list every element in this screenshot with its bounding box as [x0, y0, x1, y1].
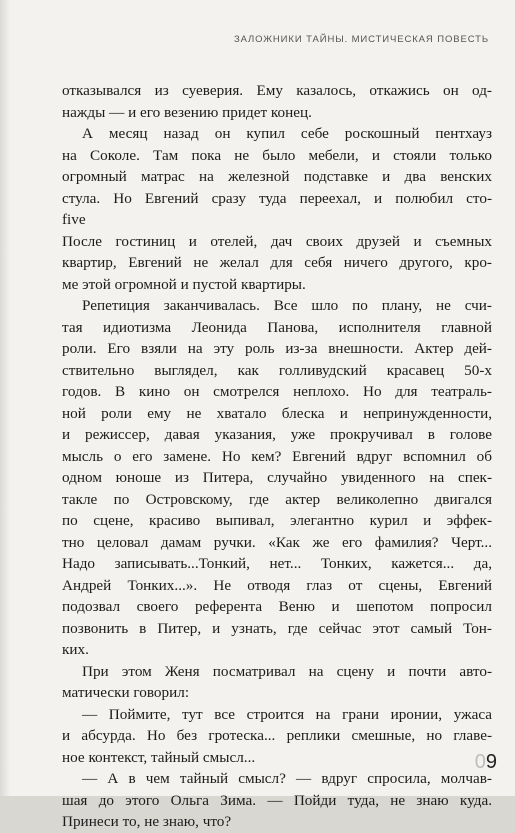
text-line: Репетиция заканчивалась. Все шло по плану, не счи-: [82, 297, 492, 314]
text-line: годов. В кино он смотрелся неплохо. Но для театраль-: [62, 383, 492, 400]
text-line: — Поймите, тут все строится на грани иронии, ужаса: [82, 705, 492, 723]
page-number-value: 9: [485, 751, 497, 773]
text-line: огромный матрас на железной подставке и два венских: [62, 168, 492, 185]
text-line: отказывался из суеверия. Ему казалось, откажись он од-: [62, 82, 492, 99]
text-line: ное контекст, тайный смысл...: [62, 748, 256, 766]
text-line: нажды — и его везению придет конец.: [62, 103, 312, 121]
text-line: тая идиотизма Леонида Панова, исполнителя главной: [62, 318, 492, 336]
text-line: Принеси то, не знаю, что?: [62, 813, 232, 830]
text-line: ной роли ему не хватало блеска и непринужденности,: [62, 404, 492, 422]
text-line: подозвал своего референта Веню и шепотом попросил: [62, 598, 492, 615]
page-gutter-shadow: [0, 0, 10, 796]
text-line: five: [62, 211, 86, 228]
text-line: квартир, Евгений не желал для себя ничего другого, кро-: [62, 254, 492, 271]
text-line: При этом Женя посматривал на сцену и почти авто-: [82, 662, 492, 680]
text-line: на Соколе. Там пока не было мебели, и стояли только: [62, 146, 492, 164]
text-line: тно целовал дамам ручки. «Как же его фамилия? Черт...: [62, 533, 492, 551]
text-line: После гостиниц и отелей, дач своих друзей и съемных: [62, 232, 492, 250]
text-line: и абсурда. Но без гротеска... реплики смешные, но главе-: [62, 727, 492, 744]
page-number-prefix: 0: [474, 751, 486, 773]
text-line: матически говорил:: [62, 684, 190, 701]
text-line: ме этой огромной и пустой квартиры.: [62, 275, 306, 293]
text-line: ствительно выглядел, как голливудский красавец 50-х: [62, 361, 492, 379]
running-head: ЗАЛОЖНИКИ ТАЙНЫ. МИСТИЧЕСКАЯ ПОВЕСТЬ: [233, 34, 489, 45]
page-number: [475, 751, 497, 774]
body-text: [62, 80, 492, 833]
text-line: шая до этого Ольга Зима. — Пойди туда, не знаю куда.: [62, 791, 492, 809]
text-line: такле по Островскому, где актер великолепно двигался: [62, 490, 492, 508]
text-line: роли. Его взяли на эту роль из-за внешности. Актер дей-: [62, 340, 492, 357]
text-line: по сцене, красиво выпивал, элегантно курил и эффек-: [62, 512, 492, 529]
text-line: — А в чем тайный смысл? — вдруг спросила, молчав-: [82, 770, 492, 787]
text-line: ких.: [62, 641, 89, 658]
text-line: Андрей Тонких...». Не отводя глаз от сцены, Евгений: [62, 576, 492, 594]
text-line: А месяц назад он купил себе роскошный пентхауз: [82, 125, 492, 142]
text-line: одном юноше из Питера, случайно увиденного на спек-: [62, 469, 492, 486]
text-line: Надо записывать...Тонкий, нет... Тонких, кажется... да,: [62, 555, 492, 572]
text-line: стула. Но Евгений сразу туда переехал, и полюбил сто-: [62, 189, 492, 207]
text-line: позвонить в Питер, и узнать, где сейчас этот самый Тон-: [62, 619, 492, 637]
text-line: и режиссер, давая указания, уже прокручивал в голове: [62, 426, 492, 443]
text-line: мысль о его замене. Но кем? Евгений вдруг вспомнил об: [62, 447, 492, 465]
